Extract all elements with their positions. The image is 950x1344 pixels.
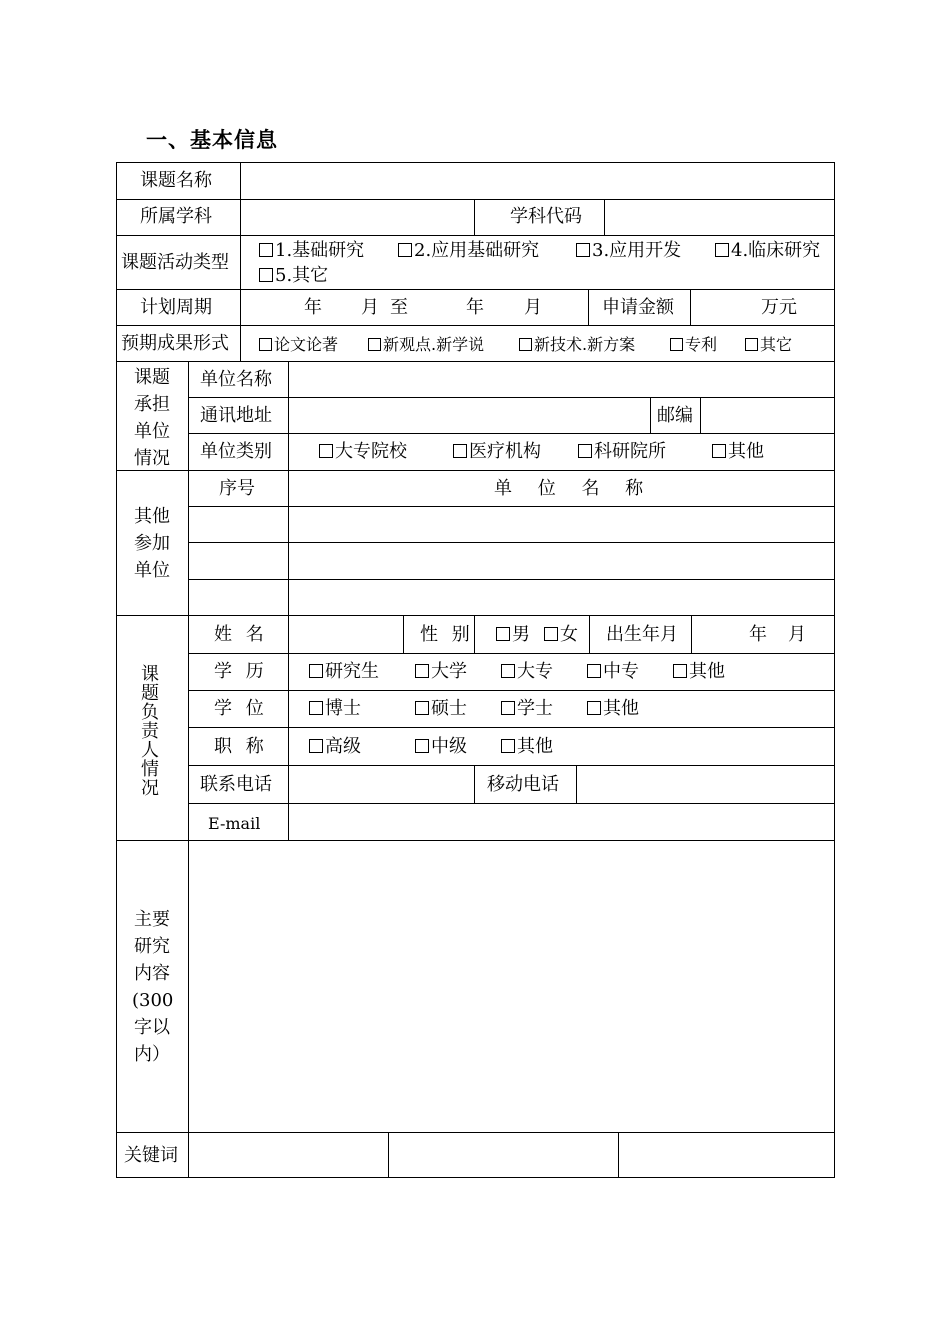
section-title: 一、基本信息	[146, 128, 278, 152]
birth-month-label: 月	[788, 624, 806, 645]
checkbox-icon	[544, 627, 558, 641]
checkbox-icon	[587, 664, 601, 678]
topic-name-field[interactable]	[241, 163, 834, 199]
degree-option-other[interactable]: 其他	[587, 698, 639, 720]
education-option-other[interactable]: 其他	[673, 661, 725, 683]
checkbox-icon	[309, 701, 323, 715]
degree-option-bachelor[interactable]: 学士	[501, 698, 553, 720]
checkbox-icon	[501, 739, 515, 753]
activity-option-other[interactable]: 5.其它	[259, 265, 328, 287]
result-option-new-theory[interactable]: 新观点.新学说	[368, 334, 484, 356]
birth-label: 出生年月	[606, 624, 678, 645]
postcode-label: 邮编	[657, 405, 693, 426]
expected-results-label: 预期成果形式	[121, 333, 229, 354]
plan-end-year-label: 年	[466, 297, 484, 318]
education-option-university[interactable]: 大学	[415, 661, 467, 683]
checkbox-icon	[501, 664, 515, 678]
postcode-field[interactable]	[701, 398, 834, 433]
checkbox-icon	[587, 701, 601, 715]
other-unit-row[interactable]	[189, 580, 834, 615]
keyword-field[interactable]	[389, 1133, 618, 1177]
plan-start-month-label: 月	[361, 297, 379, 318]
ten-thousand-yuan-label: 万元	[761, 297, 797, 318]
activity-option-clinical[interactable]: 4.临床研究	[715, 240, 820, 262]
plan-end-month-label: 月	[524, 297, 542, 318]
plan-period-label: 计划周期	[140, 297, 212, 318]
topic-name-label: 课题名称	[140, 170, 212, 191]
category-option-college[interactable]: 大专院校	[319, 441, 407, 463]
subject-label: 所属学科	[140, 206, 212, 227]
checkbox-icon	[309, 664, 323, 678]
title-label: 职 称	[214, 736, 268, 757]
email-label: E-mail	[208, 814, 261, 833]
plan-start-year-label: 年	[304, 297, 322, 318]
keywords-label: 关键词	[124, 1145, 178, 1166]
email-field[interactable]	[289, 804, 834, 840]
gender-option-male[interactable]: 男	[496, 624, 530, 646]
unit-category-label: 单位类别	[200, 441, 272, 462]
other-units-label: 其他 参加 单位	[134, 506, 170, 581]
activity-type-label: 课题活动类型	[121, 252, 229, 273]
checkbox-icon	[715, 243, 729, 257]
result-option-patent[interactable]: 专利	[670, 334, 717, 356]
degree-label: 学 位	[214, 698, 268, 719]
result-option-new-tech[interactable]: 新技术.新方案	[519, 334, 635, 356]
result-option-other[interactable]: 其它	[745, 334, 792, 356]
serial-no-header: 序号	[219, 478, 255, 499]
subject-code-label: 学科代码	[510, 206, 582, 227]
unit-name-header: 单 位 名 称	[494, 478, 654, 499]
name-field[interactable]	[289, 616, 403, 653]
checkbox-icon	[712, 444, 726, 458]
degree-option-doctor[interactable]: 博士	[309, 698, 361, 720]
checkbox-icon	[501, 701, 515, 715]
activity-option-applied-dev[interactable]: 3.应用开发	[576, 240, 681, 262]
checkbox-icon	[259, 243, 273, 257]
checkbox-icon	[415, 701, 429, 715]
undertaking-unit-label: 课题 承担 单位 情况	[134, 367, 170, 469]
checkbox-icon	[398, 243, 412, 257]
checkbox-icon	[673, 664, 687, 678]
checkbox-icon	[576, 243, 590, 257]
checkbox-icon	[309, 739, 323, 753]
checkbox-icon	[415, 664, 429, 678]
address-label: 通讯地址	[200, 405, 272, 426]
mobile-label: 移动电话	[487, 774, 559, 795]
checkbox-icon	[670, 338, 683, 351]
education-label: 学 历	[214, 661, 268, 682]
name-label: 姓 名	[214, 624, 268, 645]
title-option-senior[interactable]: 高级	[309, 736, 361, 758]
phone-field[interactable]	[289, 766, 474, 803]
phone-label: 联系电话	[200, 774, 272, 795]
checkbox-icon	[415, 739, 429, 753]
checkbox-icon	[368, 338, 381, 351]
checkbox-icon	[319, 444, 333, 458]
research-content-label: 主要 研究 内容 (300 字以 内）	[132, 909, 174, 1065]
other-unit-row[interactable]	[189, 543, 834, 579]
subject-field[interactable]	[241, 200, 474, 235]
subject-code-field[interactable]	[605, 200, 834, 235]
gender-option-female[interactable]: 女	[544, 624, 578, 646]
gender-label: 性 别	[420, 624, 474, 645]
category-option-other[interactable]: 其他	[712, 441, 764, 463]
apply-amount-label: 申请金额	[602, 297, 674, 318]
unit-name-label: 单位名称	[200, 369, 272, 390]
unit-name-field[interactable]	[289, 362, 834, 397]
title-option-intermediate[interactable]: 中级	[415, 736, 467, 758]
address-field[interactable]	[289, 398, 650, 433]
education-option-college[interactable]: 大专	[501, 661, 553, 683]
mobile-field[interactable]	[577, 766, 834, 803]
checkbox-icon	[259, 338, 272, 351]
checkbox-icon	[496, 627, 510, 641]
keyword-field[interactable]	[189, 1133, 388, 1177]
checkbox-icon	[259, 268, 273, 282]
other-unit-row[interactable]	[189, 507, 834, 542]
plan-to-label: 至	[390, 297, 408, 318]
checkbox-icon	[519, 338, 532, 351]
category-option-medical[interactable]: 医疗机构	[453, 441, 541, 463]
education-option-technical[interactable]: 中专	[587, 661, 639, 683]
education-option-graduate[interactable]: 研究生	[309, 661, 379, 683]
keyword-field[interactable]	[619, 1133, 834, 1177]
birth-year-label: 年	[749, 624, 767, 645]
result-option-paper[interactable]: 论文论著	[259, 334, 338, 356]
title-option-other[interactable]: 其他	[501, 736, 553, 758]
degree-option-master[interactable]: 硕士	[415, 698, 467, 720]
activity-option-basic[interactable]: 1.基础研究	[259, 240, 364, 262]
checkbox-icon	[578, 444, 592, 458]
activity-option-applied-basic[interactable]: 2.应用基础研究	[398, 240, 539, 262]
checkbox-icon	[745, 338, 758, 351]
research-content-field[interactable]	[189, 841, 834, 1132]
checkbox-icon	[453, 444, 467, 458]
category-option-research[interactable]: 科研院所	[578, 441, 666, 463]
leader-info-label: 课 题 负 责 人 情 况	[141, 664, 159, 799]
